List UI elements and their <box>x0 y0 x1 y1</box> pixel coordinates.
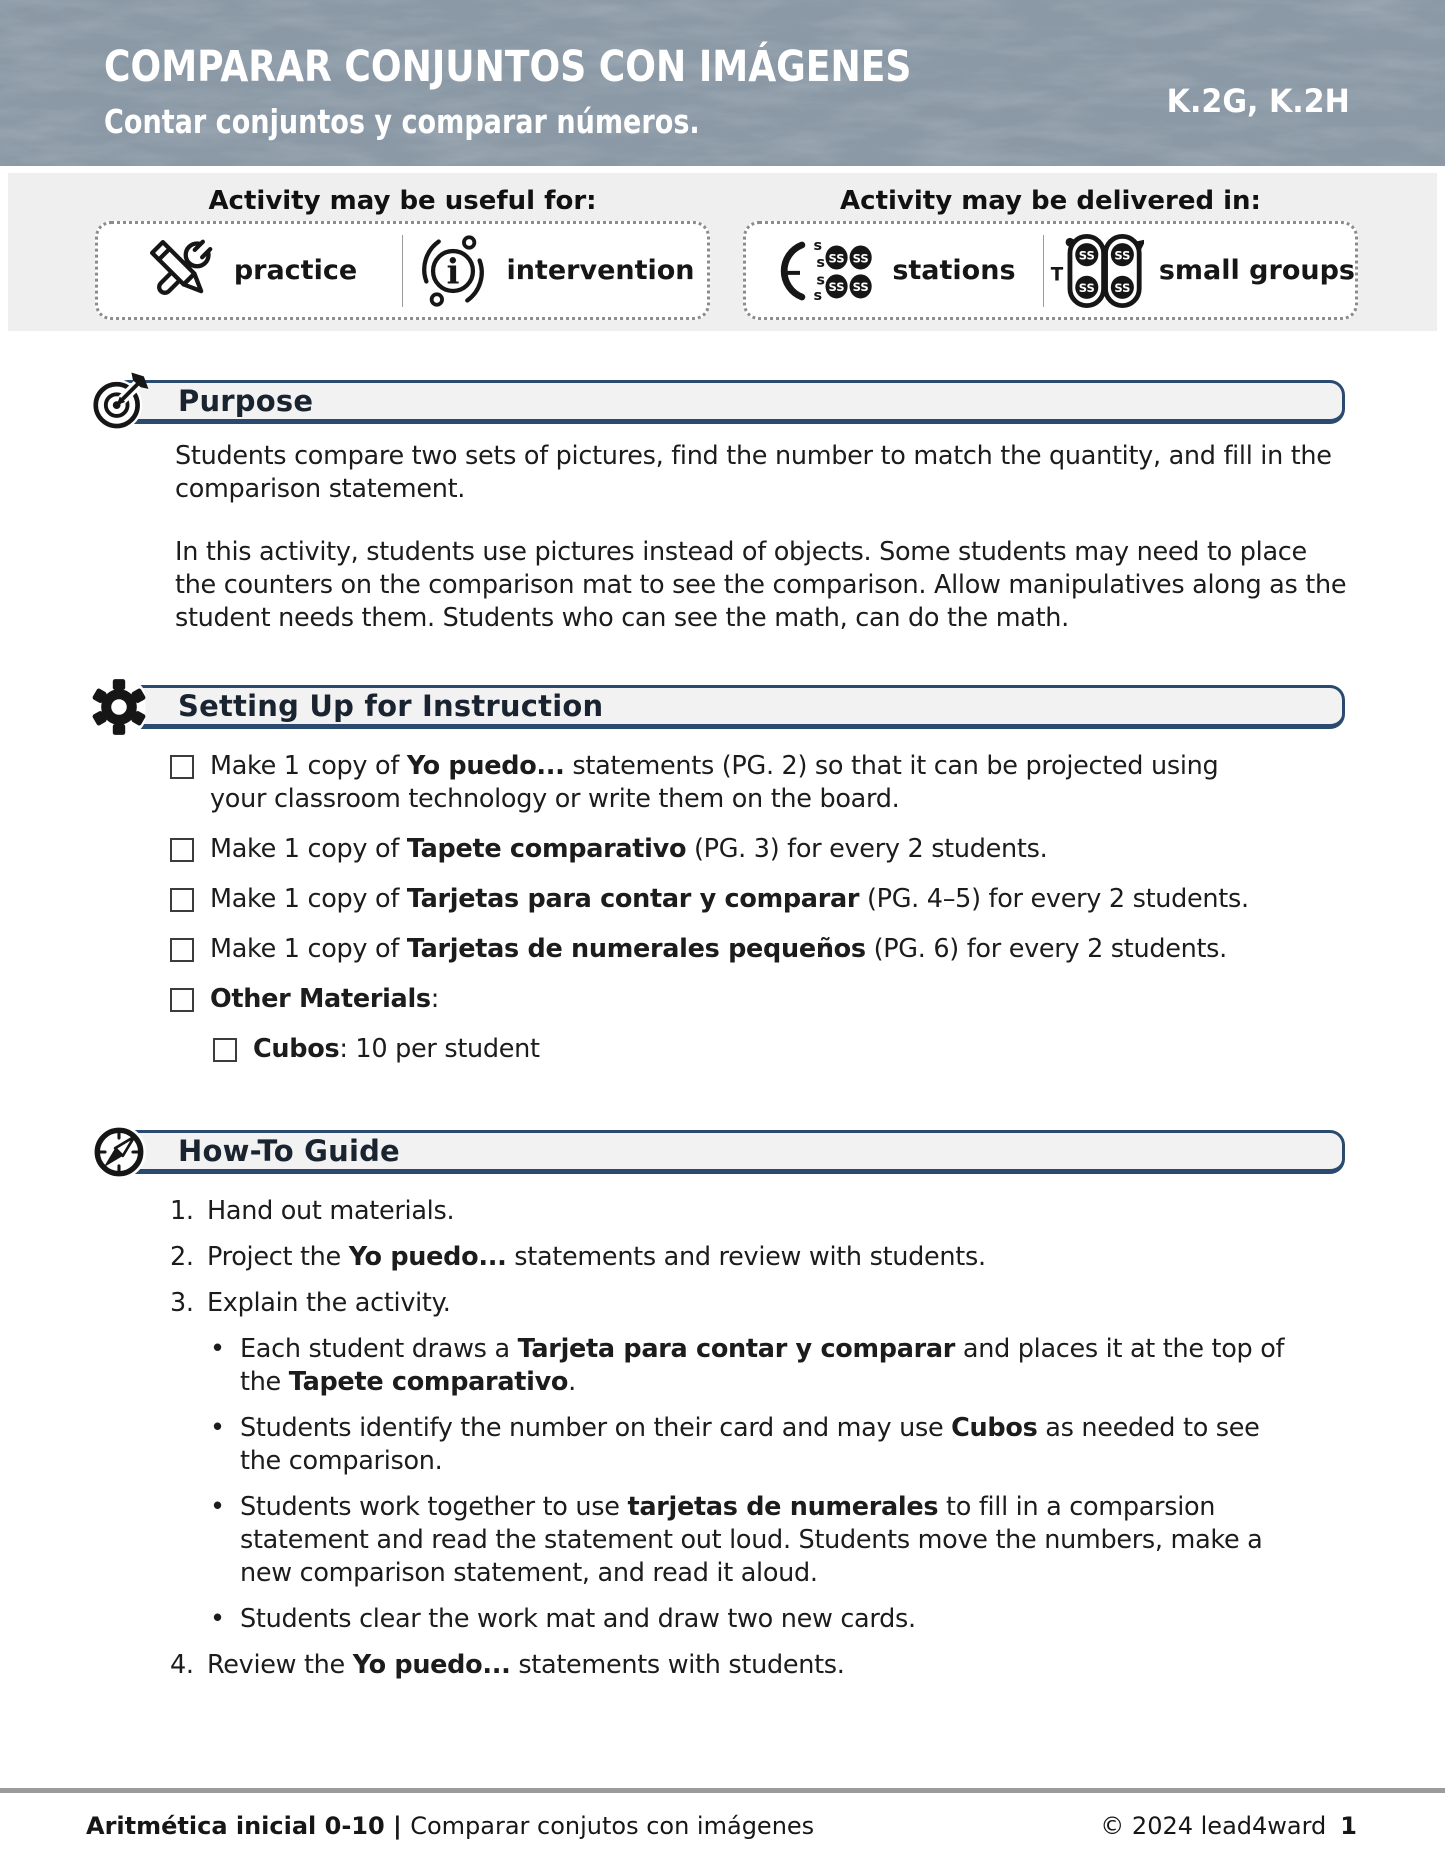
delivered-in-heading: Activity may be delivered in: <box>840 186 1261 216</box>
stations-cell <box>746 232 1043 310</box>
checklist-item-text: Make 1 copy of Tapete comparativo (PG. 3) for every 2 students. <box>210 834 1048 864</box>
target-arrow-icon <box>88 371 150 433</box>
howto-bullet <box>210 1603 1300 1636</box>
howto-step <box>170 1195 1275 1228</box>
howto-bullet <box>210 1333 1300 1399</box>
svg-text:s: s <box>816 271 826 288</box>
delivered-in-group <box>743 173 1358 331</box>
page-header <box>0 0 1445 166</box>
useful-for-heading: Activity may be useful for: <box>208 186 597 216</box>
small-groups-cell <box>1044 232 1355 310</box>
setup-checklist <box>170 750 1345 1066</box>
compass-icon <box>88 1121 150 1183</box>
footer-copyright: © 2024 lead4ward <box>1100 1812 1327 1840</box>
practice-icon <box>143 233 219 309</box>
svg-text:s: s <box>813 287 823 304</box>
bullet-text: Students work together to use tarjetas de numerales to fill in a comparsion statement and read the statement out loud. Students move the numbers, make a new comparison statement, and read it aloud. <box>240 1492 1263 1588</box>
footer-right <box>1100 1812 1357 1840</box>
small-groups-label: small groups <box>1158 255 1355 286</box>
svg-text:s: s <box>813 237 823 254</box>
bullet-icon: • <box>210 1413 225 1443</box>
checkbox-icon <box>170 838 194 862</box>
step-number: 3. <box>170 1288 194 1318</box>
useful-for-box <box>95 221 710 320</box>
purpose-header <box>95 376 1345 430</box>
setup-section <box>95 681 1345 1066</box>
footer-rule <box>0 1788 1445 1793</box>
page-title: COMPARAR CONJUNTOS CON IMÁGENES <box>104 42 912 92</box>
svg-text:T: T <box>1050 264 1064 286</box>
footer-separator: | <box>384 1812 411 1840</box>
svg-text:T: T <box>780 265 806 280</box>
intervention-icon <box>415 233 491 309</box>
footer-left <box>86 1812 814 1840</box>
small-groups-icon <box>1044 232 1144 310</box>
svg-text:SS: SS <box>1078 280 1095 295</box>
bullet-text: Students clear the work mat and draw two new cards. <box>240 1604 916 1634</box>
checkbox-icon <box>170 988 194 1012</box>
checkbox-icon <box>213 1038 237 1062</box>
svg-text:SS: SS <box>852 250 870 265</box>
activity-bar <box>8 173 1437 331</box>
step-text: Project the Yo puedo... statements and review with students. <box>207 1242 986 1272</box>
checkbox-icon <box>170 938 194 962</box>
howto-step <box>170 1287 1275 1320</box>
checkbox-icon <box>170 755 194 779</box>
standards-codes: K.2G, K.2H <box>1166 82 1350 120</box>
svg-text:SS: SS <box>1114 280 1131 295</box>
setup-title-bar <box>113 685 1345 729</box>
gear-icon <box>88 676 150 738</box>
checklist-item <box>170 833 1265 866</box>
purpose-body <box>175 440 1350 635</box>
bullet-icon: • <box>210 1492 225 1522</box>
svg-text:SS: SS <box>852 279 870 294</box>
bullet-text: Students identify the number on their card and may use Cubos as needed to see the comparison. <box>240 1413 1260 1476</box>
howto-bullet <box>210 1491 1300 1590</box>
checklist-item <box>213 1033 1308 1066</box>
footer-course: Aritmética inicial 0-10 <box>86 1812 385 1840</box>
checklist-item <box>170 750 1265 816</box>
checklist-item-text: Cubos: 10 per student <box>253 1034 540 1064</box>
svg-text:i: i <box>446 251 460 292</box>
purpose-paragraph: Students compare two sets of pictures, find the number to match the quantity, and fill in the comparison statement. <box>175 441 1332 504</box>
bullet-icon: • <box>210 1334 225 1364</box>
footer-activity-name: Comparar conjutos con imágenes <box>410 1812 815 1840</box>
checkbox-icon <box>170 888 194 912</box>
howto-bullet <box>210 1412 1300 1478</box>
step-number: 1. <box>170 1196 194 1226</box>
setup-title: Setting Up for Instruction <box>178 689 604 723</box>
svg-text:SS: SS <box>1114 247 1131 262</box>
step-text: Explain the activity. <box>207 1288 451 1318</box>
checklist-item <box>170 933 1265 966</box>
practice-label: practice <box>233 255 358 286</box>
svg-text:SS: SS <box>1078 247 1095 262</box>
howto-step <box>170 1649 1275 1682</box>
howto-header <box>95 1126 1345 1180</box>
checklist-item-text: Make 1 copy of Tarjetas de numerales pequeños (PG. 6) for every 2 students. <box>210 934 1227 964</box>
svg-text:SS: SS <box>828 250 845 265</box>
step-number: 2. <box>170 1242 194 1272</box>
checklist-item <box>170 883 1265 916</box>
stations-label: stations <box>892 255 1016 286</box>
howto-title-bar <box>113 1130 1345 1174</box>
howto-steps <box>170 1195 1345 1682</box>
purpose-section <box>95 376 1345 635</box>
step-text: Hand out materials. <box>207 1196 455 1226</box>
purpose-paragraph: In this activity, students use pictures instead of objects. Some students may need to place the counters on the comparison mat to see the comparison. Allow manipulatives along as the student needs them. Students who can see the math, can do the math. <box>175 537 1347 633</box>
useful-for-group <box>95 173 710 331</box>
checklist-item-text: Make 1 copy of Yo puedo... statements (PG. 2) so that it can be projected using your classroom technology or write them on the board. <box>210 751 1219 814</box>
checklist-item <box>170 983 1265 1016</box>
purpose-title-bar <box>113 380 1345 424</box>
bullet-icon: • <box>210 1604 225 1634</box>
howto-step <box>170 1241 1275 1274</box>
checklist-item-text: Make 1 copy of Tarjetas para contar y comparar (PG. 4–5) for every 2 students. <box>210 884 1249 914</box>
intervention-cell <box>403 233 707 309</box>
checklist-item-text: Other Materials: <box>210 984 440 1014</box>
stations-icon <box>773 232 877 310</box>
footer-page-number: 1 <box>1340 1812 1357 1840</box>
howto-title: How-To Guide <box>178 1134 400 1168</box>
intervention-label: intervention <box>506 255 695 286</box>
svg-text:SS: SS <box>828 279 845 294</box>
svg-text:s: s <box>816 254 826 271</box>
setup-header <box>95 681 1345 735</box>
bullet-text: Each student draws a Tarjeta para contar y comparar and places it at the top of the Tapete comparativo. <box>240 1334 1285 1397</box>
practice-cell <box>98 233 402 309</box>
step-text: Review the Yo puedo... statements with students. <box>207 1650 845 1680</box>
purpose-title: Purpose <box>178 384 314 418</box>
step-number: 4. <box>170 1650 194 1680</box>
howto-section <box>95 1126 1345 1682</box>
page-footer <box>86 1812 1357 1840</box>
delivered-in-box <box>743 221 1358 320</box>
page-subtitle: Contar conjuntos y comparar números. <box>104 102 700 141</box>
header-titles <box>104 42 1065 141</box>
